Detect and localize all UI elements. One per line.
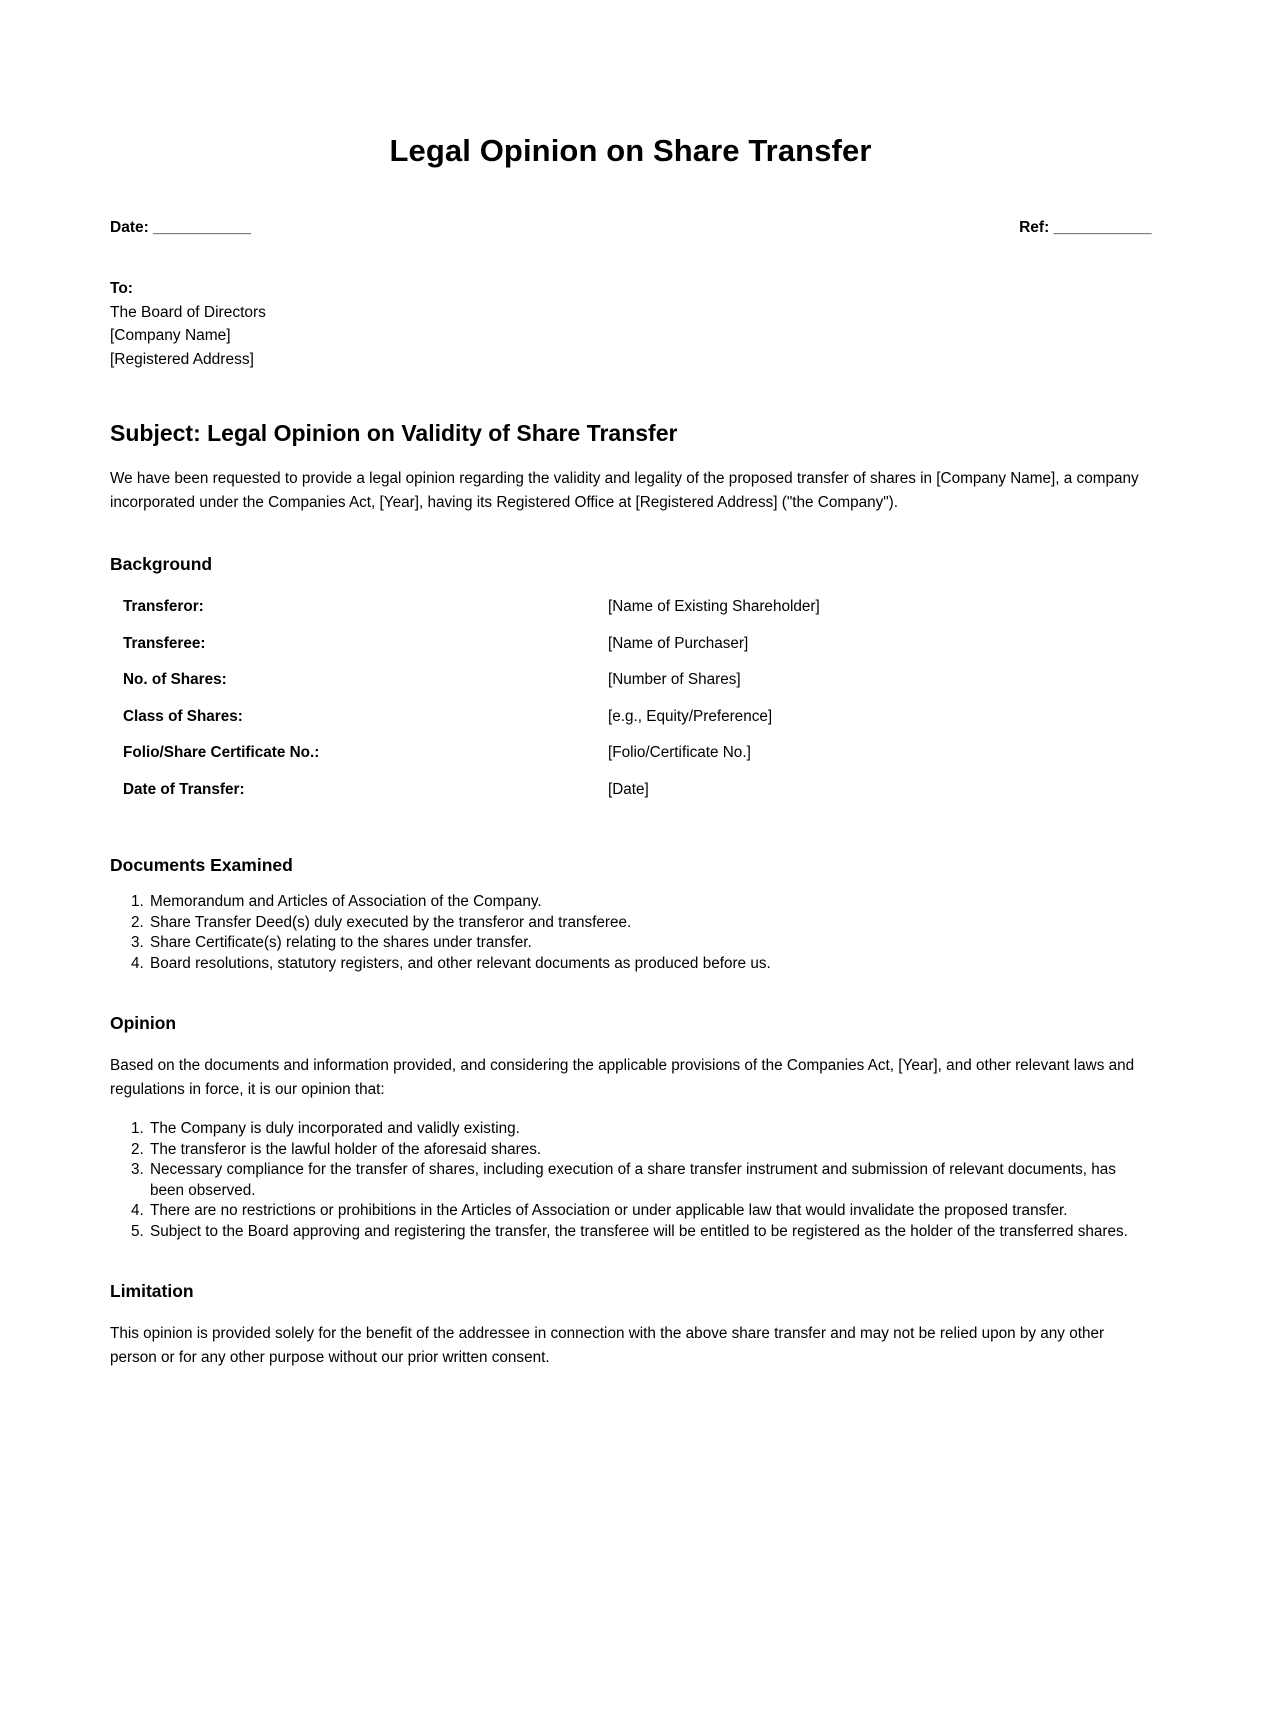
transferee-label: Transferee: <box>123 634 206 652</box>
opinion-list <box>110 1102 1151 1242</box>
list-item: 2. Share Transfer Deed(s) duly executed by the transferor and transferee. <box>148 913 1151 934</box>
folio-certificate-label: Folio/Share Certificate No.: <box>123 744 320 761</box>
addressee-line-company: [Company Name] <box>110 327 231 344</box>
list-item: 4. There are no restrictions or prohibitions in the Articles of Association or under applicable law that would invalidate the proposed transfer. <box>148 1201 1151 1222</box>
list-item: 5. Subject to the Board approving and registering the transfer, the transferee will be entitled to be registered as the holder of the transferred shares. <box>148 1222 1151 1243</box>
transferee-value: [Name of Purchaser] <box>608 634 749 652</box>
addressee-label: To: <box>110 280 133 297</box>
ref-field <box>1019 219 1151 237</box>
documents-examined-heading: Documents Examined <box>110 855 293 875</box>
opinion-intro-paragraph: Based on the documents and information provided, and considering the applicable provisions of the Companies Act, [Year], and other relevant laws and regulations in force, it is our opinion that: <box>110 1057 1135 1098</box>
date-of-transfer-label: Date of Transfer: <box>123 780 245 798</box>
table-row <box>110 707 1151 744</box>
list-item: 3. Share Certificate(s) relating to the shares under transfer. <box>148 933 1151 954</box>
no-of-shares-value: [Number of Shares] <box>608 671 741 688</box>
ref-blank-rule[interactable]: ____________ <box>1053 219 1151 236</box>
background-heading: Background <box>110 554 213 574</box>
list-item: 3. Necessary compliance for the transfer of shares, including execution of a share transfer instrument and submission of relevant documents, has been observed. <box>148 1160 1151 1201</box>
list-item: 1. Memorandum and Articles of Association of the Company. <box>148 892 1151 913</box>
date-field <box>110 219 251 237</box>
list-item: 4. Board resolutions, statutory registers, and other relevant documents as produced before us. <box>148 954 1151 975</box>
opinion-heading: Opinion <box>110 1013 177 1033</box>
ref-label: Ref: <box>1019 219 1050 236</box>
list-item: 1. The Company is duly incorporated and validly existing. <box>148 1119 1151 1140</box>
documents-examined-list <box>110 876 1151 974</box>
limitation-paragraph: This opinion is provided solely for the benefit of the addressee in connection with the above share transfer and may not be relied upon by any other person or for any other purpose without our prior written consent. <box>110 1325 1105 1366</box>
table-row <box>110 743 1151 780</box>
addressee-line-board: The Board of Directors <box>110 303 266 321</box>
table-row <box>110 780 1151 817</box>
intro-paragraph: We have been requested to provide a legal opinion regarding the validity and legality of the proposed transfer of shares in [Company Name], a company incorporated under the Companies Act, [Year], having its Registered Office at [Registered Address] ("the Company"). <box>110 470 1139 511</box>
date-of-transfer-value: [Date] <box>608 780 649 798</box>
class-of-shares-label: Class of Shares: <box>123 707 243 725</box>
date-label: Date: <box>110 219 149 236</box>
transferor-label: Transferor: <box>123 598 204 615</box>
document-meta-row <box>110 219 1151 237</box>
class-of-shares-value: [e.g., Equity/Preference] <box>608 707 773 725</box>
table-row <box>110 634 1151 671</box>
page-bottom-spacer <box>110 1370 1151 1710</box>
background-table <box>110 597 1151 816</box>
subject-heading: Subject: Legal Opinion on Validity of Share Transfer <box>110 420 678 446</box>
table-row <box>110 670 1151 707</box>
table-row <box>110 597 1151 634</box>
page-title: Legal Opinion on Share Transfer <box>389 133 872 168</box>
limitation-heading: Limitation <box>110 1281 194 1301</box>
date-blank-rule[interactable]: ____________ <box>153 219 251 236</box>
folio-certificate-value: [Folio/Certificate No.] <box>608 744 751 761</box>
addressee-line-address: [Registered Address] <box>110 350 254 368</box>
transferor-value: [Name of Existing Shareholder] <box>608 598 820 615</box>
addressee-block <box>110 277 1151 371</box>
no-of-shares-label: No. of Shares: <box>123 671 227 688</box>
list-item: 2. The transferor is the lawful holder of the aforesaid shares. <box>148 1140 1151 1161</box>
